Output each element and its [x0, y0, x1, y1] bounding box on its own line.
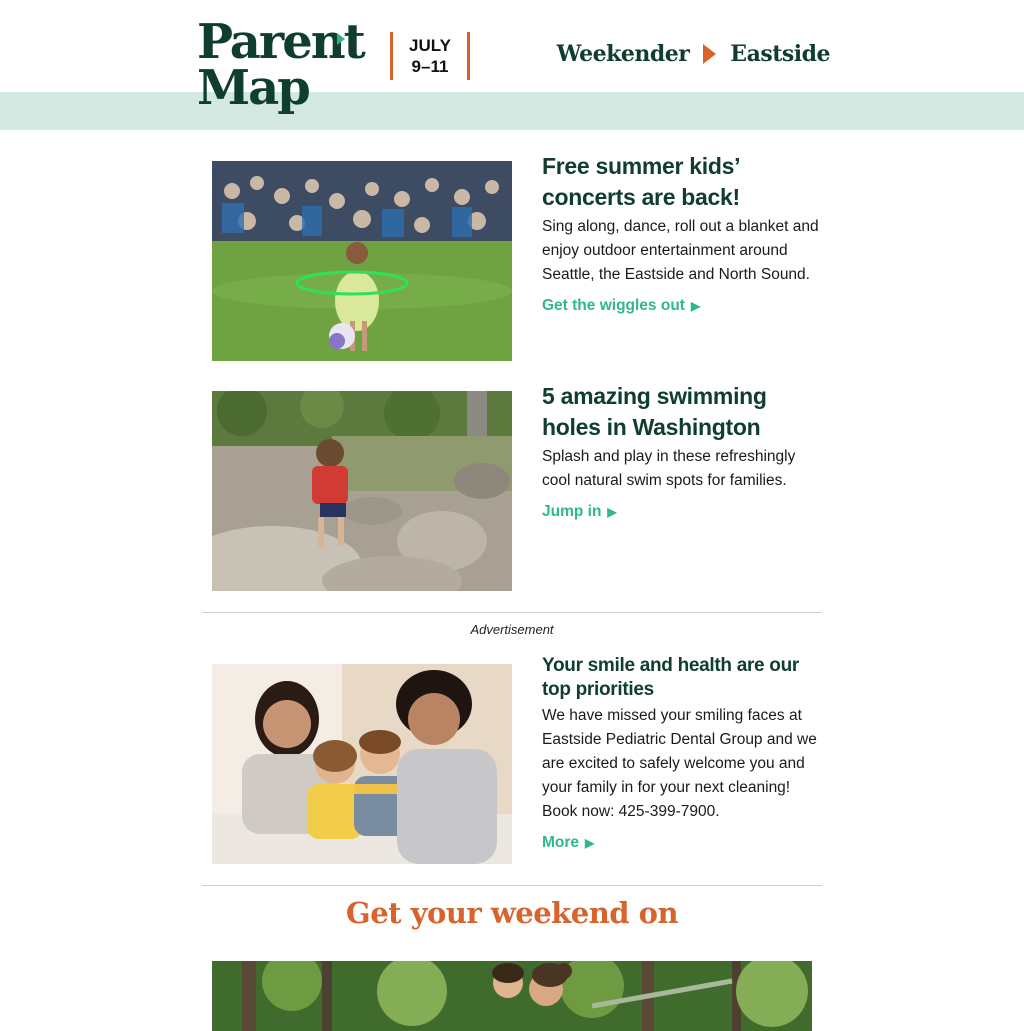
- divider: [202, 612, 822, 613]
- ad-body: We have missed your smiling faces at Eastside Pediatric Dental Group and we are excited to safely welcome you and your family in for your next cleaning! Book now: 425-399-7900.: [542, 707, 817, 820]
- more-link[interactable]: [542, 834, 594, 852]
- family-ad-photo[interactable]: [212, 664, 512, 864]
- parentmap-logo[interactable]: [197, 14, 364, 120]
- article-swimming-text: [542, 381, 827, 521]
- jump-in-link[interactable]: [542, 503, 617, 521]
- divider: [202, 885, 822, 886]
- cta-label: Get the wiggles out: [542, 297, 685, 314]
- concert-photo[interactable]: [212, 161, 512, 361]
- article-headline[interactable]: 5 amazing swimming holes in Washington: [542, 383, 767, 440]
- weekend-hero-photo[interactable]: [212, 961, 812, 1031]
- cta-label: More: [542, 834, 580, 851]
- article-swimming-holes: [212, 383, 822, 596]
- edition-weekender: Weekender: [556, 41, 690, 67]
- play-arrow-icon: ▶: [690, 299, 701, 313]
- swimming-hole-photo[interactable]: [212, 391, 512, 591]
- advertisement-block: [212, 655, 822, 869]
- logo-triangle-icon: [337, 33, 345, 45]
- cta-label: Jump in: [542, 503, 602, 520]
- breadcrumb-arrow-icon: [703, 44, 716, 64]
- play-arrow-icon: ▶: [585, 836, 595, 850]
- issue-date-range: 9–11: [411, 57, 449, 76]
- ad-headline[interactable]: Your smile and health are our top priorities: [542, 655, 800, 700]
- get-the-wiggles-out-link[interactable]: [542, 297, 700, 315]
- section-title: Get your weekend on: [345, 896, 679, 930]
- issue-date-month: JULY: [409, 36, 451, 55]
- article-concerts-text: [542, 151, 827, 315]
- advertisement-label: Advertisement: [470, 622, 554, 637]
- edition-breadcrumb: [557, 38, 830, 70]
- article-summary: Splash and play in these refreshingly cool natural swim spots for families.: [542, 448, 796, 489]
- edition-eastside: Eastside: [730, 41, 830, 67]
- play-arrow-icon: ▶: [607, 505, 617, 519]
- advertisement-text: [542, 654, 827, 852]
- article-concerts: [212, 153, 822, 366]
- article-headline[interactable]: Free summer kids’ concerts are back!: [542, 153, 740, 210]
- issue-date: [390, 32, 470, 80]
- article-summary: Sing along, dance, roll out a blanket and enjoy outdoor entertainment around Seattle, the Eastside and North Sound.: [542, 218, 819, 283]
- logo-word-map: Map: [197, 60, 309, 116]
- logo-word-parent: Parent: [197, 14, 364, 70]
- newsletter-header: [0, 0, 1024, 130]
